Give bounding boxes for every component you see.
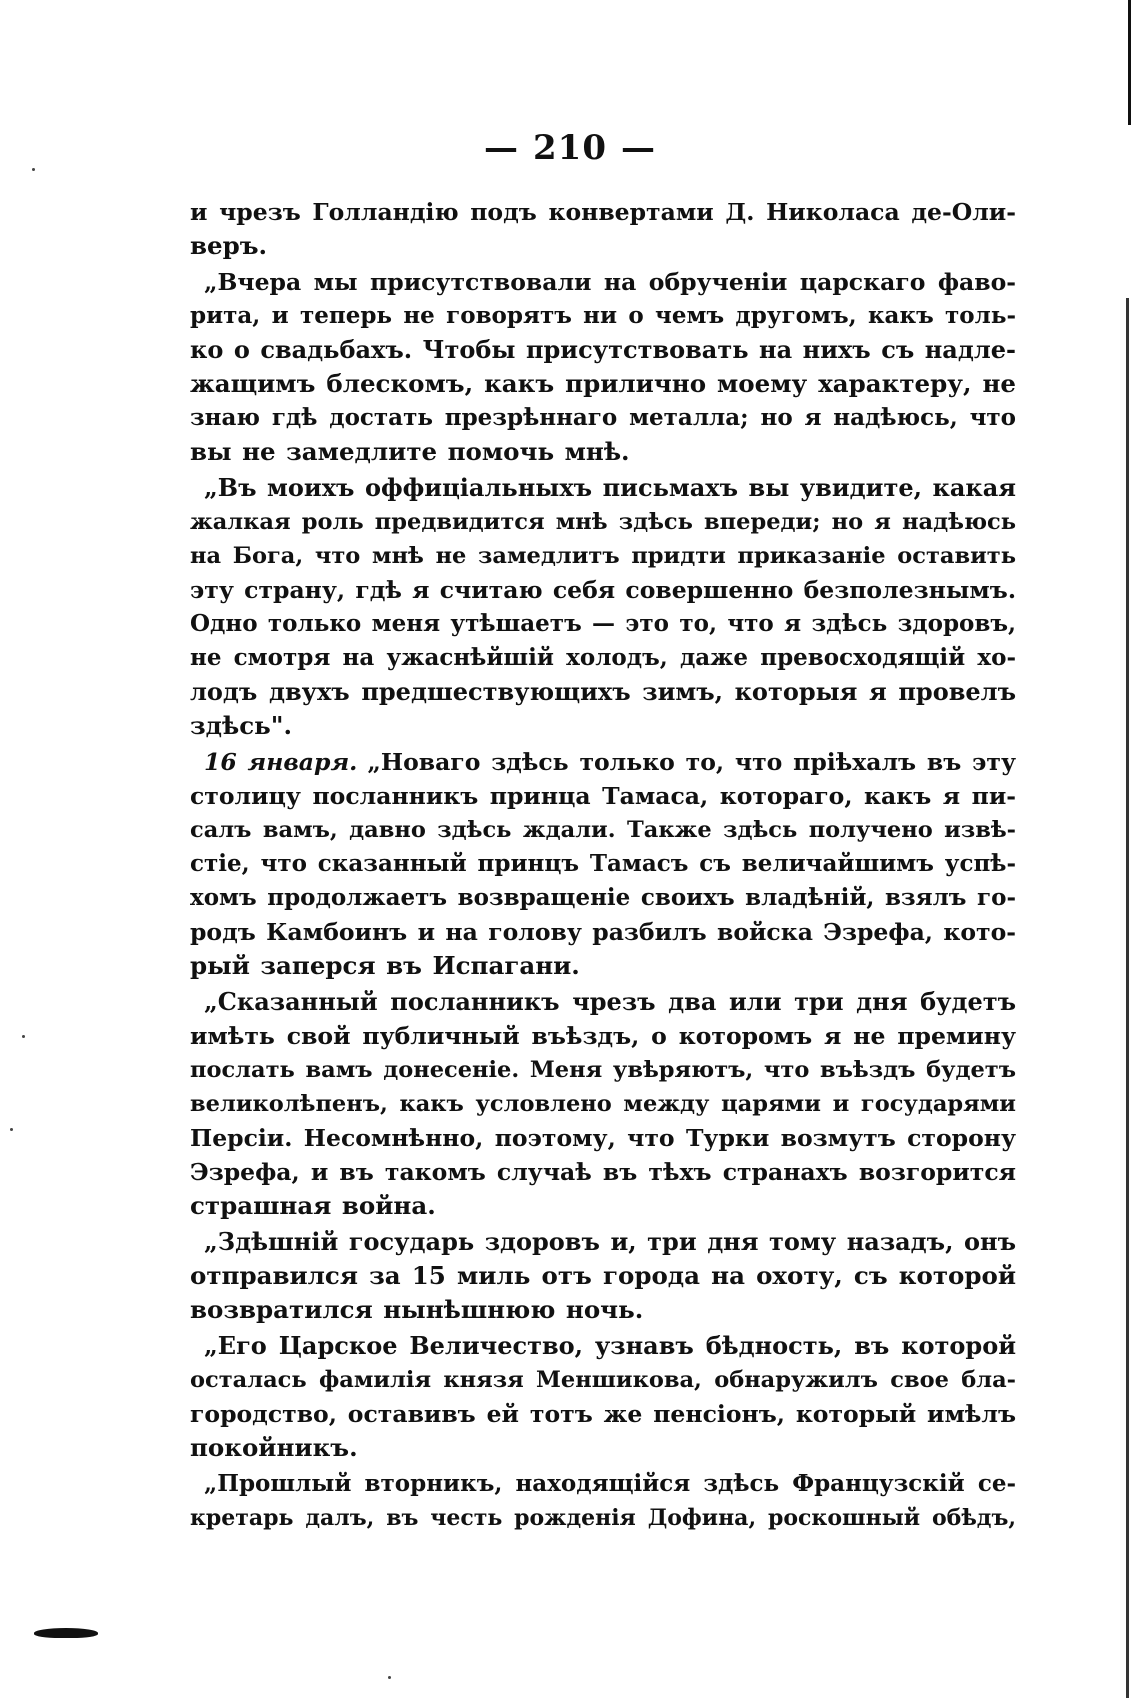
text-line: отправился за 15 миль отъ города на охоту, съ которой [190, 1261, 1016, 1290]
text-line: Одно только меня утѣшаетъ — это то, что я здѣсь здоровъ, [190, 610, 1016, 637]
text-line: знаю гдѣ достать презрѣннаго металла; но я надѣюсь, что [190, 404, 1016, 431]
text-line: „Вчера мы присутствовали на обрученіи царскаго фаво- [204, 268, 1016, 296]
text-line: ко о свадьбахъ. Чтобы присутствовать на нихъ съ надле- [190, 335, 1016, 364]
text-line: эту страну, гдѣ я считаю себя совершенно безполезнымъ. [190, 576, 1016, 604]
text-line: страшная война. [190, 1191, 436, 1220]
body-text [190, 195, 1016, 1535]
text-line: „Въ моихъ оффиціальныхъ письмахъ вы увидите, какая [204, 473, 1016, 502]
text-line: кретарь далъ, въ честь рожденія Дофина, роскошный обѣдъ, [190, 1505, 1016, 1531]
page-number-dash-left: — [484, 128, 519, 168]
text-line: „Его Царское Величество, узнавъ бѣдность, въ которой [204, 1331, 1016, 1360]
text-line: салъ вамъ, давно здѣсь ждали. Также здѣсь получено извѣ- [190, 817, 1016, 843]
text-line: лодъ двухъ предшествующихъ зимъ, которыя я провелъ [190, 677, 1016, 706]
text-line: городство, оставивъ ей тотъ же пенсіонъ, который имѣлъ [190, 1400, 1016, 1428]
text-line: покойникъ. [190, 1433, 358, 1462]
entry-date: 16 января. [204, 748, 358, 776]
text-line: здѣсь". [190, 711, 293, 740]
ink-blot [34, 1628, 98, 1638]
scan-edge-line [1128, 0, 1131, 125]
page-number-dash-right: — [620, 128, 656, 168]
page-number: 210 [533, 128, 607, 168]
text-line: и чрезъ Голландію подъ конвертами Д. Николаса де-Оли- [190, 198, 1016, 226]
text-line: рита, и теперь не говорятъ ни о чемъ другомъ, какъ толь- [190, 302, 1016, 329]
text-line: вы не замедлите помочь мнѣ. [190, 437, 630, 466]
page-number-header [0, 128, 1140, 168]
text-line: на Бога, что мнѣ не замедлитъ придти приказаніе оставить [190, 543, 1016, 569]
text-line: „Сказанный посланникъ чрезъ два или три дня будетъ [204, 987, 1016, 1016]
text-line: жащимъ блескомъ, какъ прилично моему характеру, не [190, 369, 1016, 398]
text-line: великолѣпенъ, какъ условлено между царями и государями [190, 1091, 1016, 1117]
text-line: стіе, что сказанный принцъ Тамасъ съ величайшимъ успѣ- [190, 850, 1016, 877]
text-line: жалкая роль предвидится мнѣ здѣсь впереди; но я надѣюсь [190, 509, 1016, 535]
scan-speck [388, 1676, 391, 1679]
scan-speck [32, 168, 35, 171]
text-line: Эзрефа, и въ такомъ случаѣ въ тѣхъ странахъ возгорится [190, 1158, 1016, 1186]
text-line: „Здѣшній государь здоровъ и, три дня тому назадъ, онъ [204, 1227, 1016, 1256]
text-line: не смотря на ужаснѣйшій холодъ, даже превосходящій хо- [190, 644, 1016, 671]
text-line: родъ Камбоинъ и на голову разбилъ войска Эзрефа, кото- [190, 918, 1016, 946]
text-line: столицу посланникъ принца Тамаса, котораго, какъ я пи- [190, 782, 1016, 810]
text-line: возвратился нынѣшнюю ночь. [190, 1295, 644, 1324]
text-line: имѣть свой публичный въѣздъ, о которомъ я не премину [190, 1022, 1016, 1050]
text-line: Персіи. Несомнѣнно, поэтому, что Турки возмутъ сторону [190, 1124, 1016, 1152]
text-line: хомъ продолжаетъ возвращеніе своихъ владѣній, взялъ го- [190, 884, 1016, 911]
text-line: 16 января. „Новаго здѣсь только то, что пріѣхалъ въ эту [204, 748, 1016, 776]
scan-speck [10, 1128, 13, 1131]
scan-speck [22, 1035, 25, 1038]
text-line: „Прошлый вторникъ, находящійся здѣсь Французскій се- [204, 1470, 1016, 1497]
text-line: послать вамъ донесеніе. Меня увѣряютъ, что въѣздъ будетъ [190, 1057, 1016, 1083]
text-line: веръ. [190, 231, 268, 260]
text-line: осталась фамилія князя Меншикова, обнаружилъ свое бла- [190, 1367, 1016, 1393]
scan-edge-line [1126, 298, 1129, 1698]
text-line: рый заперся въ Испагани. [190, 951, 580, 980]
